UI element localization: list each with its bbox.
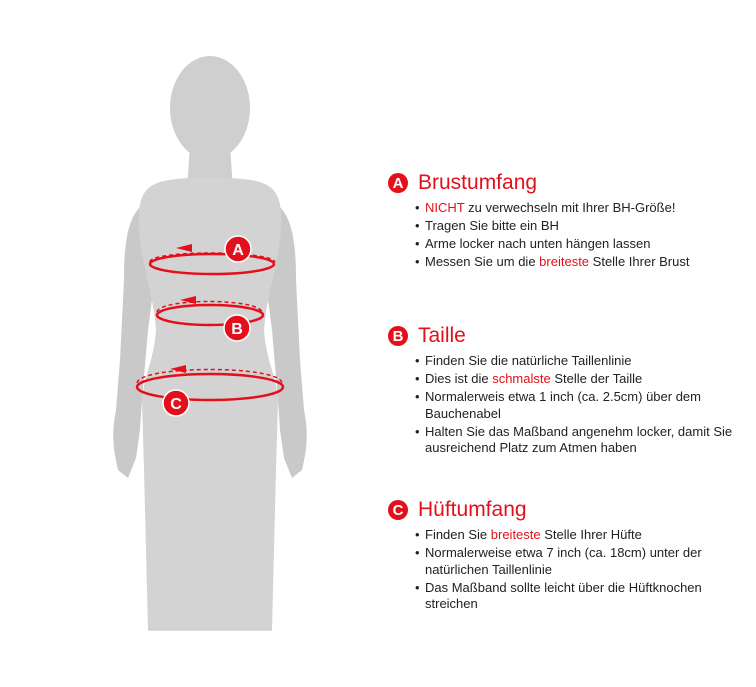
- section-bust-title: Brustumfang: [418, 171, 538, 194]
- highlight-text: schmalste: [492, 371, 551, 386]
- section-waist-header: [388, 323, 748, 349]
- bullet-text: Stelle Ihrer Hüfte: [540, 527, 642, 542]
- bullet-item: [415, 545, 748, 578]
- bullet-item: [415, 254, 748, 271]
- section-hip-header: [388, 497, 748, 523]
- section-bust-list: [388, 200, 748, 271]
- bullet-item: [415, 200, 748, 217]
- bullet-text: Messen Sie um die: [425, 254, 540, 269]
- marker-b-label: B: [231, 321, 243, 338]
- bullet-text: zu verwechseln mit Ihrer BH-Größe!: [464, 200, 676, 215]
- bullet-item: [415, 218, 748, 235]
- section-waist-list: [388, 353, 748, 457]
- bullet-item: [415, 527, 748, 544]
- bullet-text: Normalerweise etwa 7 inch (ca. 18cm) unter der natürlichen Taillenlinie: [425, 545, 702, 577]
- bullet-text: Stelle Ihrer Brust: [589, 254, 690, 269]
- bullet-text: Finden Sie: [425, 527, 491, 542]
- bullet-item: [415, 424, 748, 457]
- section-waist-title: Taille: [418, 324, 466, 347]
- section-waist: [388, 323, 748, 458]
- badge-a: A: [388, 173, 408, 193]
- head-shape: [170, 56, 250, 160]
- marker-a-label: A: [232, 242, 244, 259]
- dress-shape: [139, 178, 281, 631]
- bullet-text: Das Maßband sollte leicht über die Hüftknochen streichen: [425, 579, 702, 611]
- bullet-item: [415, 580, 748, 613]
- highlight-text: breiteste: [490, 527, 541, 542]
- badge-c: C: [388, 500, 408, 520]
- bullet-item: [415, 236, 748, 253]
- badge-b: B: [388, 326, 408, 346]
- bullet-text: Stelle der Taille: [550, 371, 643, 386]
- bullet-text: Normalerweis etwa 1 inch (ca. 2.5cm) über dem Bauchenabel: [425, 389, 701, 421]
- bullet-item: [415, 389, 748, 422]
- bullet-text: Dies ist die: [425, 371, 493, 386]
- highlight-text: NICHT: [425, 200, 465, 215]
- section-hip: [388, 497, 748, 614]
- bullet-text: Arme locker nach unten hängen lassen: [425, 236, 651, 251]
- bullet-item: [415, 371, 748, 388]
- highlight-text: breiteste: [539, 254, 590, 269]
- bullet-text: Halten Sie das Maßband angenehm locker, damit Sie ausreichend Platz zum Atmen haben: [425, 423, 733, 455]
- section-bust-header: [388, 170, 748, 196]
- marker-c-label: C: [170, 396, 182, 413]
- section-bust: [388, 170, 748, 272]
- bullet-text: Finden Sie die natürliche Taillenlinie: [425, 353, 632, 368]
- section-hip-list: [388, 527, 748, 613]
- bullet-item: [415, 353, 748, 370]
- bullet-text: Tragen Sie bitte ein BH: [425, 218, 559, 233]
- section-hip-title: Hüftumfang: [418, 498, 527, 521]
